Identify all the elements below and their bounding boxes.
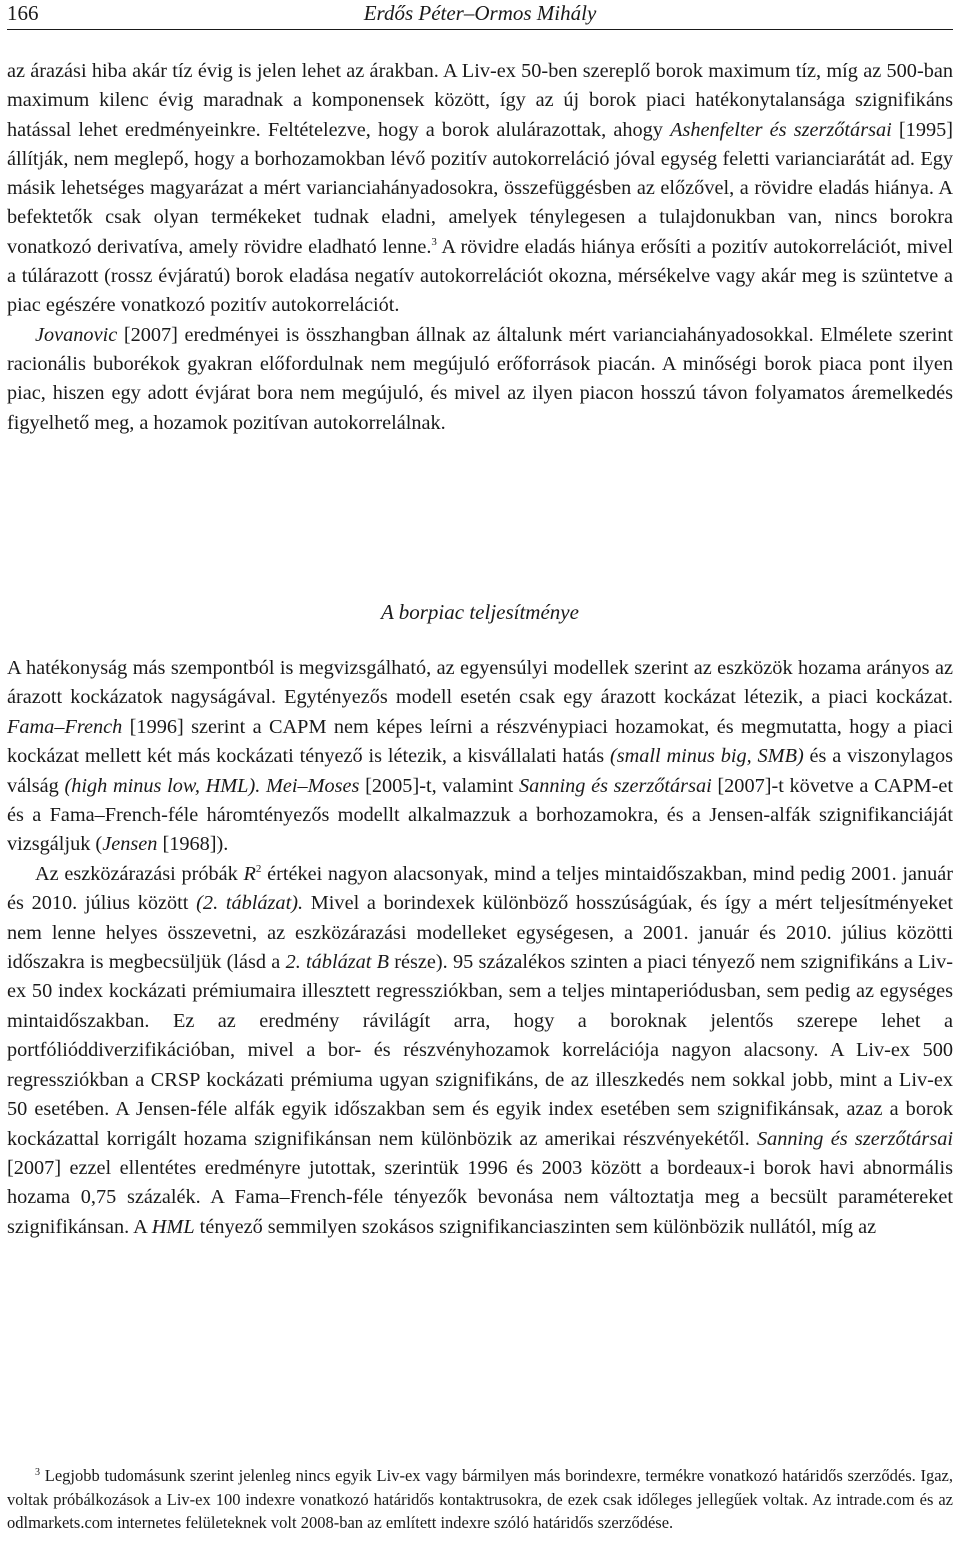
citation-sanning: Sanning és szerzőtársai bbox=[518, 774, 712, 797]
paragraph-1-text: az árazási hiba akár tíz évig is jelen lehet az árakban. A Liv-ex 50-ben szereplő borok maximum tíz, míg az 500-ban maximum kilenc évig maradnak a komponensek között, így az új borok piaci hatékonytalansága szignifikáns hatással lehet eredményeinkre. Feltételezve, hogy a borok alulárazottak, ahogy bbox=[7, 60, 953, 141]
paragraph-4-text: Az eszközárazási próbák bbox=[35, 862, 244, 885]
paragraph-3 bbox=[7, 654, 953, 860]
section-title: A borpiac teljesítménye bbox=[381, 600, 579, 624]
running-head-authors: Erdős Péter–Ormos Mihály bbox=[363, 1, 597, 25]
paragraph-3-text-2: [1996] szerint a CAPM nem képes leírni a részvénypiaci hozamokat, és megmutatta, hogy a piaci kockázat mellett két más kockázati tényező is létezik, a kisvállalati hatás bbox=[7, 715, 953, 768]
body-text-upper bbox=[7, 57, 953, 438]
paragraph-1-text-2: [1995] állítják, nem meglepő, hogy a borhozamokban lévő pozitív autokorreláció jóval egység feletti varianciarátát ad. Egy másik lehetséges magyarázat a mért varianciahányadosokra, összefüggésben az előzővel, a rövidre eladás hiánya. A befektetők csak olyan termékeket tudnak eladni, amelyek ténylegesen a tulajdonukban van, nincs borokra vonatkozó derivatíva, amely rövidre eladható lenne. bbox=[7, 118, 954, 258]
symbol-r: R bbox=[243, 862, 256, 885]
paragraph-2-text: [2007] eredményei is összhangban állnak az általunk mért varianciahányadosokkal. Elmélete szerint racionális buborékok gyakran előfordulnak nem megújuló erőforrások piacán. A minőségi borok piaca pont ilyen piac, hiszen egy adott évjárat bora nem megújuló, és mivel az ilyen piacon hosszú távon folyamatos áremelkedés figyelhető meg, a hozamok pozitívan autokorrelálnak. bbox=[7, 323, 953, 434]
paragraph-3-text-7: [1968]). bbox=[157, 833, 229, 856]
footnote-number: 3 bbox=[35, 1467, 40, 1478]
paragraph-2 bbox=[7, 321, 953, 438]
paragraph-4-text-6: tényező semmilyen szokásos szignifikanciaszinten sem különbözik nullától, míg az bbox=[194, 1215, 877, 1238]
paragraph-4-text-4: része). 95 százalékos szinten a piaci tényező nem szignifikáns a Liv-ex 50 index kockázati prémiumaira illesztett regressziókban, sem a teljes mintaperiódusban, sem pedig az egységes mintaidőszakban. Ez az eredmény rávilágít arra, hogy a boroknak jelentős szerepe lehet a portfólióddiverzifikációban, mivel a bor- és részvényhozamok korrelációja nagyon alacsony. A Liv-ex 500 regressziókban a CRSP kockázati prémiuma ugyan szignifikáns, de az illeszkedés nem sokkal jobb, mint a Liv-ex 50 esetében. A Jensen-féle alfák egyik időszakban sem és egyik index esetében sem szignifikánsak, azaz a borok kockázattal korrigált hozama szignifikánsan nem különbözik az amerikai részvényekétől. bbox=[7, 951, 954, 1150]
citation-jovanovic: Jovanovic bbox=[35, 323, 118, 346]
citation-mei-moses: Mei–Moses bbox=[265, 774, 360, 797]
body-text-lower bbox=[7, 654, 953, 1242]
term-hml: (high minus low, HML). bbox=[64, 774, 261, 797]
citation-fama-french: Fama–French bbox=[7, 715, 123, 738]
paragraph-4 bbox=[7, 860, 953, 1242]
footnote-3 bbox=[7, 1464, 953, 1535]
page-number: 166 bbox=[7, 1, 39, 25]
paragraph-1 bbox=[7, 57, 953, 321]
table-ref-2: (2. táblázat). bbox=[196, 892, 304, 915]
paragraph-4-text-5: [2007] ezzel ellentétes eredményre jutottak, szerintük 1996 és 2003 között a bordeaux-i borok havi abnormális hozama 0,75 százalék. A Fama–French-féle tényezők bevonása nem változtatja meg a becsült paramétereket szignifikánsan. A bbox=[7, 1156, 953, 1238]
paragraph-4-text-3: Mivel a borindexek különböző hosszúságúak, és így a mért teljesítményeket nem lenne helyes összevetni, az eszközárazási modelleket egységesen, a 2001. január és 2010. július közötti időszakra is megbecsüljük (lásd a bbox=[7, 892, 953, 974]
footnote-text bbox=[7, 1464, 953, 1535]
footnote-ref-3[interactable]: 3 bbox=[431, 235, 437, 248]
citation-ashenfelter: Ashenfelter és szerzőtársai bbox=[670, 118, 892, 141]
paragraph-4-text-2: értékei nagyon alacsonyak, mind a teljes mintaidőszakban, mind pedig 2001. január és 2010. július között bbox=[7, 862, 954, 915]
paragraph-1-text-3: A rövidre eladás hiánya erősíti a pozitív autokorrelációt, mivel a túlárazott (rossz évjáratú) borok eladása negatív autokorrelációt okozna, mérsékelve vagy akár meg is szüntetve a piac egészére vonatkozó pozitív autokorrelációt. bbox=[7, 235, 954, 317]
superscript-2: 2 bbox=[255, 862, 262, 875]
term-hml-2: HML bbox=[151, 1215, 195, 1238]
citation-jensen: Jensen bbox=[102, 833, 158, 856]
paragraph-3-text-6: [2007]-t követve a CAPM-et és a Fama–French-féle háromtényezős modellt alkalmazzuk a borhozamokra, és a Jensen-alfák szignifikanciáját vizsgáljuk ( bbox=[7, 774, 953, 856]
running-head bbox=[7, 0, 953, 30]
footnote-body: Legjobb tudomásunk szerint jelenleg nincs egyik Liv-ex vagy bármilyen más borindexre, termékre vonatkozó határidős szerződés. Igaz, voltak próbálkozások a Liv-ex 100 indexre vonatkozó határidős kontaktrusokra, de ezek csak időleges jellegűek voltak. Az intrade.com és az odlmarkets.com internetes felületeknek volt 2008-ban az említett indexre szóló határidős szerződése. bbox=[7, 1466, 953, 1532]
term-smb: (small minus big, SMB) bbox=[609, 745, 804, 768]
table-ref-2b: 2. táblázat B bbox=[285, 951, 390, 974]
paragraph-3-text-5: [2005]-t, valamint bbox=[359, 774, 519, 797]
citation-sanning-2: Sanning és szerzőtársai bbox=[756, 1127, 953, 1150]
paragraph-3-text: A hatékonyság más szempontból is megvizsgálható, az egyensúlyi modellek szerint az eszközök hozama arányos az árazott kockázatok nagyságával. Egytényezős modell esetén csak egy árazott kockázat létezik, a piaci kockázat. bbox=[7, 657, 953, 709]
paragraph-3-text-3: és a viszonylagos válság bbox=[7, 745, 953, 797]
